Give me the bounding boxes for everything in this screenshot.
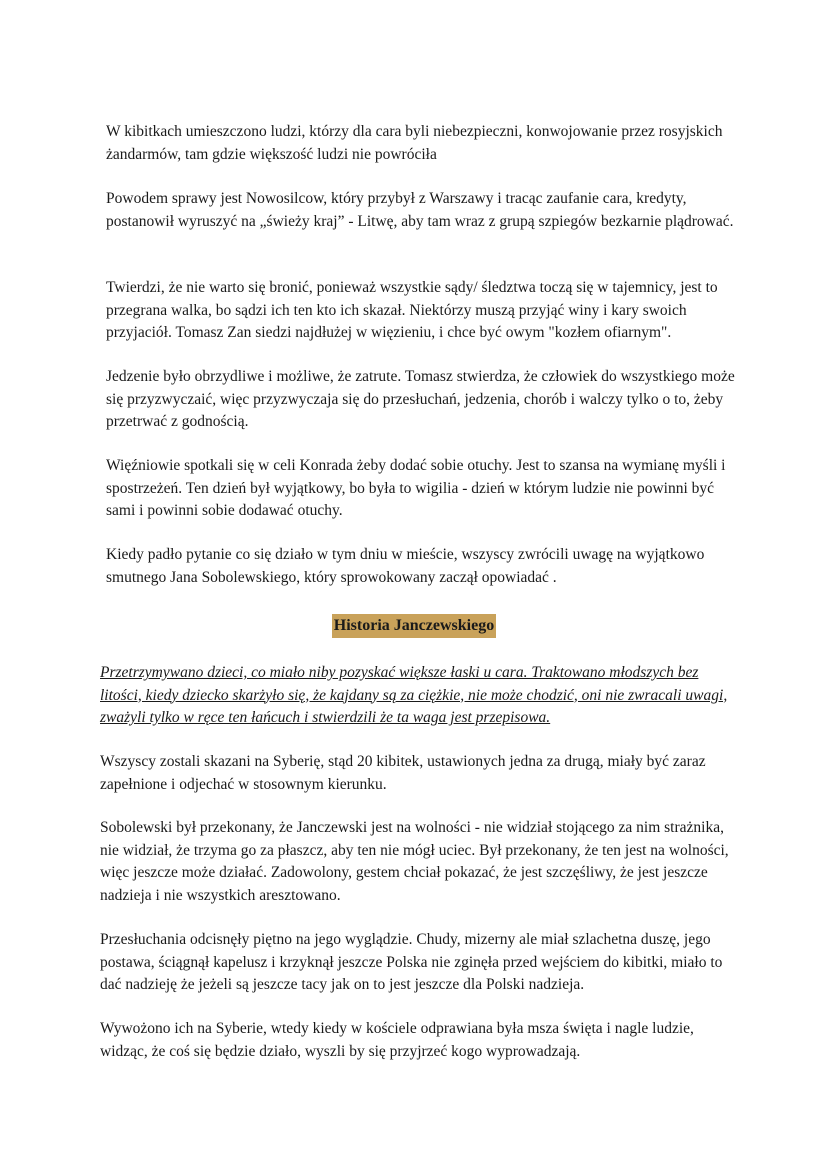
paragraph-jedzenie: Jedzenie było obrzydliwe i możliwe, że zatrute. Tomasz stwierdza, że człowiek do wszystkiego może się przyzwyczaić, więc przyzwyczaja się do przesłuchań, jedzenia, chorób i walczy tylko o to, żeby przetrwać z godnością. [106,368,735,430]
section-heading: Historia Janczewskiego [332,614,496,638]
paragraph-janczewski-wolnosc: Sobolewski był przekonany, że Janczewski jest na wolności - nie widział stojącego za nim strażnika, nie widział, że trzyma go za płaszcz, aby ten nie mógł uciec. Był przekonany, że ten jest na wolności, więc jeszcze może działać. Zadowolony, gestem chciał pokazać, że jest szczęśliwy, że jest jeszcze nadzieja i nie wszystkich aresztowano. [100,819,729,904]
paragraph-sobolewski-intro: Kiedy padło pytanie co się działo w tym dniu w mieście, wszyscy zwrócili uwagę na wyjątkowo smutnego Jana Sobolewskiego, który sprowokowany zaczął opowiadać . [106,546,705,586]
paragraph-wywozono: Wywożono ich na Syberie, wtedy kiedy w kościele odprawiana była msza święta i nagle ludzie, widząc, że coś się będzie działo, wyszli by się przyjrzeć kogo wyprowadzają. [100,1020,694,1060]
paragraph-wigilia: Więźniowie spotkali się w celi Konrada żeby dodać sobie otuchy. Jest to szansa na wymianę myśli i spostrzeżeń. Ten dzień był wyjątkowy, bo była to wigilia - dzień w którym ludzie nie powinni być sami i powinni sobie dodawać otuchy. [106,457,726,519]
paragraph-kibitki: W kibitkach umieszczono ludzi, którzy dla cara byli niebezpieczni, konwojowanie przez rosyjskich żandarmów, tam gdzie większość ludzi nie powróciła [106,123,723,163]
paragraph-nowosilcow: Powodem sprawy jest Nowosilcow, który przybył z Warszawy i tracąc zaufanie cara, kredyty, postanowił wyruszyć na „świeży kraj” - Litwę, aby tam wraz z grupą szpiegów bezkarnie plądrować. [106,190,734,230]
section-heading-wrapper [0,614,828,638]
paragraph-syberia: Wszyscy zostali skazani na Syberię, stąd 20 kibitek, ustawionych jedna za drugą, miały być zaraz zapełnione i odjechać w stosownym kierunku. [100,753,706,793]
paragraph-tomasz-zan: Twierdzi, że nie warto się bronić, ponieważ wszystkie sądy/ śledztwa toczą się w tajemnicy, jest to przegrana walka, bo sądzi ich ten kto ich skazał. Niektórzy muszą przyjąć winy i kary swoich przyjaciół. Tomasz Zan siedzi najdłużej w więzieniu, i chce być owym "kozłem ofiarnym". [106,279,718,341]
paragraph-przesluchania: Przesłuchania odcisnęły piętno na jego wyglądzie. Chudy, mizerny ale miał szlachetna duszę, jego postawa, ściągnął kapelusz i krzyknął jeszcze Polska nie zginęła przed wejściem do kibitki, miało to dać nadzieję że jeżeli są jeszcze tacy jak on to jest jeszcze dla Polski nadzieja. [100,931,723,993]
paragraph-italic-dzieci: Przetrzymywano dzieci, co miało niby pozyskać większe łaski u cara. Traktowano młodszych bez litości, kiedy dziecko skarżyło się, że kajdany są za ciężkie, nie może chodzić, oni nie zwracali uwagi, zważyli tylko w ręce ten łańcuch i stwierdzili że ta waga jest przepisowa. [100,664,728,726]
